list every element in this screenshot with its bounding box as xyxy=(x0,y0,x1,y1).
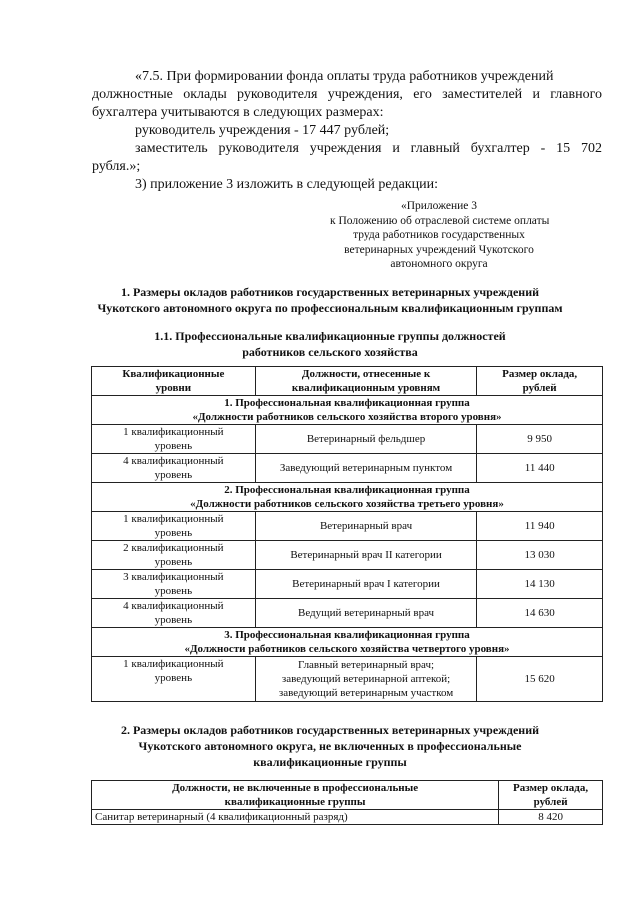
position-cell: Заведующий ветеринарным пунктом xyxy=(255,454,477,483)
header-levels: Квалификационные уровни xyxy=(92,367,256,396)
salary-cell: 11 940 xyxy=(477,512,603,541)
intro-line-2: должностные оклады руководителя учреждения, его заместителей и главного xyxy=(92,87,602,102)
table-row xyxy=(92,570,603,599)
header-positions: Должности, не включенные в профессиональные квалификационные группы xyxy=(92,781,499,810)
level-cell: 3 квалификационный уровень xyxy=(92,570,256,599)
position-cell: Ветеринарный врач II категории xyxy=(255,541,477,570)
table-row xyxy=(92,512,603,541)
level-cell: 4 квалификационный уровень xyxy=(92,454,256,483)
level-cell: 2 квалификационный уровень xyxy=(92,541,256,570)
section-1-title-line: 1. Размеры окладов работников государственных ветеринарных учреждений xyxy=(120,285,540,299)
intro-line-5: заместитель руководителя учреждения и главный бухгалтер - 15 702 xyxy=(135,141,602,156)
subsection-title-line: 1.1. Профессиональные квалификационные группы должностей xyxy=(154,329,506,343)
appendix-line: автономного округа xyxy=(390,258,488,270)
position-cell: Ветеринарный фельдшер xyxy=(255,425,477,454)
salary-cell: 8 420 xyxy=(499,810,603,825)
group-header-row: 1. Профессиональная квалификационная группа «Должности работников сельского хозяйства второго уровня» xyxy=(92,396,603,425)
appendix-line: труда работников государственных xyxy=(353,229,525,241)
intro-line-7: 3) приложение 3 изложить в следующей редакции: xyxy=(135,177,438,192)
position-cell: Ветеринарный врач xyxy=(255,512,477,541)
intro-line-3: бухгалтера учитываются в следующих размерах: xyxy=(92,105,384,120)
appendix-line: к Положению об отраслевой системе оплаты xyxy=(330,214,550,227)
section-2-title xyxy=(60,722,600,770)
section-1-title xyxy=(60,284,600,316)
group-header-row: 3. Профессиональная квалификационная группа «Должности работников сельского хозяйства четвертого уровня» xyxy=(92,628,603,657)
header-salary: Размер оклада, рублей xyxy=(477,367,603,396)
header-salary: Размер оклада, рублей xyxy=(499,781,603,810)
group-header-row: 2. Профессиональная квалификационная группа «Должности работников сельского хозяйства третьего уровня» xyxy=(92,483,603,512)
subsection-1-1-title xyxy=(60,328,600,360)
position-cell: Ведущий ветеринарный врач xyxy=(255,599,477,628)
salary-cell: 9 950 xyxy=(477,425,603,454)
intro-line-6: рубля.»; xyxy=(92,159,141,174)
table-header-row xyxy=(92,781,603,810)
level-cell: 1 квалификационный уровень xyxy=(92,425,256,454)
position-cell: Главный ветеринарный врач; заведующий ветеринарной аптекой; заведующий ветеринарным участком xyxy=(255,657,477,702)
table-row xyxy=(92,454,603,483)
table-row xyxy=(92,541,603,570)
salary-table-2 xyxy=(91,780,603,825)
salary-cell: 13 030 xyxy=(477,541,603,570)
table-row xyxy=(92,810,603,825)
subsection-title-line: работников сельского хозяйства xyxy=(242,345,418,359)
table-row xyxy=(92,657,603,702)
section-2-title-line: квалификационные группы xyxy=(253,755,407,769)
level-cell: 4 квалификационный уровень xyxy=(92,599,256,628)
salary-cell: 14 130 xyxy=(477,570,603,599)
appendix-line: ветеринарных учреждений Чукотского xyxy=(344,243,534,256)
position-cell: Ветеринарный врач I категории xyxy=(255,570,477,599)
section-2-title-line: 2. Размеры окладов работников государственных ветеринарных учреждений xyxy=(120,723,540,737)
salary-cell: 15 620 xyxy=(477,657,603,702)
level-cell: 1 квалификационный уровень xyxy=(92,512,256,541)
section-1-title-line: Чукотского автономного округа по профессиональным квалификационным группам xyxy=(97,301,563,315)
table-row xyxy=(92,599,603,628)
appendix-header xyxy=(330,199,548,272)
intro-line-1: «7.5. При формировании фонда оплаты труда работников учреждений xyxy=(135,69,554,84)
section-2-title-line: Чукотского автономного округа, не включенных в профессиональные xyxy=(138,739,522,753)
salary-cell: 11 440 xyxy=(477,454,603,483)
header-positions: Должности, отнесенные к квалификационным уровням xyxy=(255,367,477,396)
position-cell: Санитар ветеринарный (4 квалификационный разряд) xyxy=(92,810,499,825)
appendix-line: «Приложение 3 xyxy=(400,200,478,212)
level-cell: 1 квалификационный уровень xyxy=(92,657,256,702)
salary-cell: 14 630 xyxy=(477,599,603,628)
salary-table-1 xyxy=(91,366,603,702)
table-row xyxy=(92,425,603,454)
table-header-row xyxy=(92,367,603,396)
intro-line-4: руководитель учреждения - 17 447 рублей; xyxy=(135,123,390,138)
